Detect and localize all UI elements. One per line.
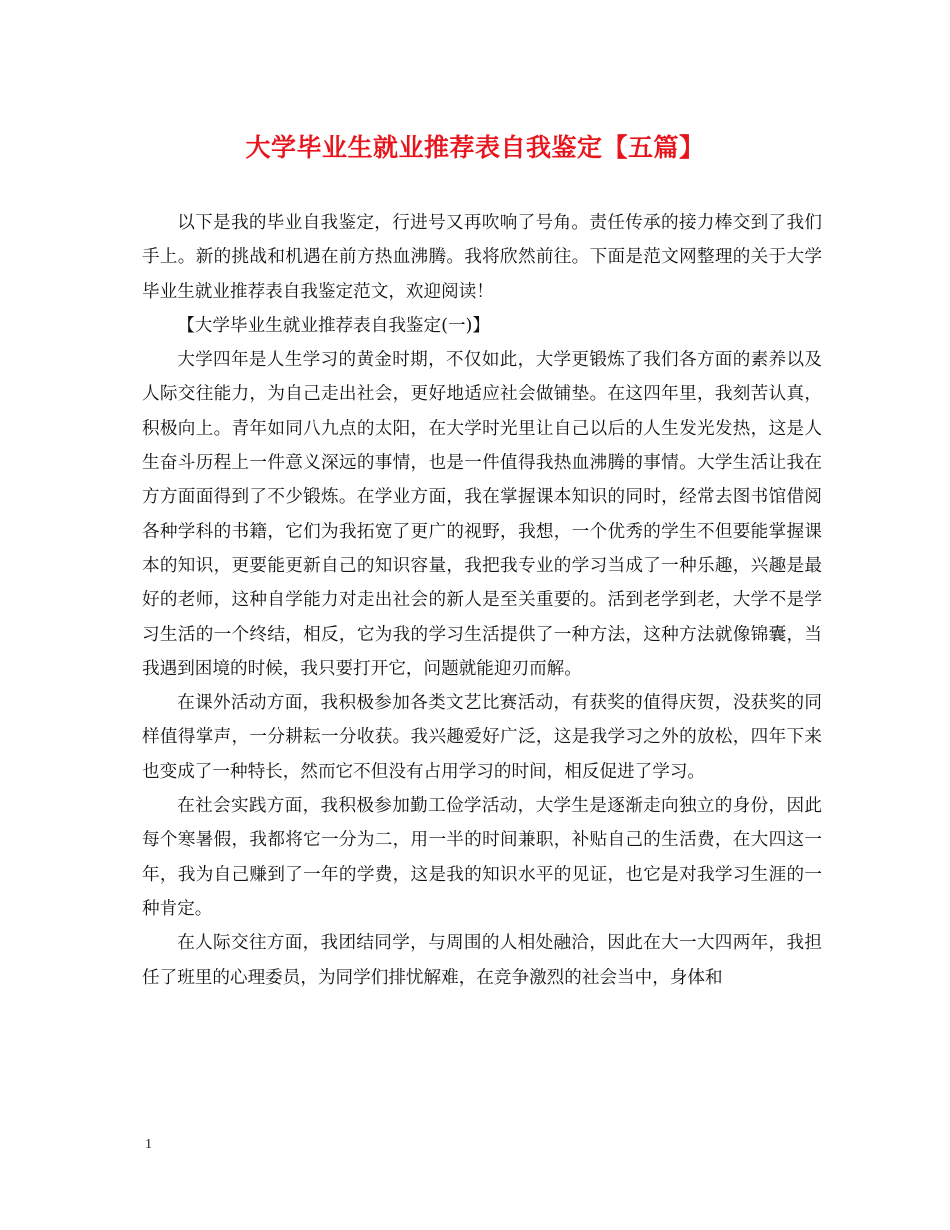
section-heading: 【大学毕业生就业推荐表自我鉴定(一)】 — [177, 315, 491, 336]
intro-paragraph: 以下是我的毕业自我鉴定，行进号又再吹响了号角。责任传承的接力棒交到了我们手上。新的挑战和机遇在前方热血沸腾。我将欣然前往。下面是范文网整理的关于大学毕业生就业推荐表自我鉴定范文，欢迎阅读！ — [142, 213, 822, 302]
document-body — [142, 206, 822, 995]
body-paragraph: 大学四年是人生学习的黄金时期，不仅如此，大学更锻炼了我们各方面的素养以及人际交往能力，为自己走出社会，更好地适应社会做铺垫。在这四年里，我刻苦认真，积极向上。青年如同八九点的太阳，在大学时光里让自己以后的人生发光发热，这是人生奋斗历程上一件意义深远的事情，也是一件值得我热血沸腾的事情。大学生活让我在方方面面得到了不少锻炼。在学业方面，我在掌握课本知识的同时，经常去图书馆借阅各种学科的书籍，它们为我拓宽了更广的视野，我想，一个优秀的学生不但要能掌握课本的知识，更要能更新自己的知识容量，我把我专业的学习当成了一种乐趣，兴趣是最好的老师，这种自学能力对走出社会的新人是至关重要的。活到老学到老，大学不是学习生活的一个终结，相反，它为我的学习生活提供了一种方法，这种方法就像锦囊，当我遇到困境的时候，我只要打开它，问题就能迎刃而解。 — [142, 350, 822, 679]
page-title: 大学毕业生就业推荐表自我鉴定【五篇】 — [245, 133, 705, 162]
body-paragraph: 在课外活动方面，我积极参加各类文艺比赛活动，有获奖的值得庆贺，没获奖的同样值得掌声，一分耕耘一分收获。我兴趣爱好广泛，这是我学习之外的放松，四年下来也变成了一种特长，然而它不但没有占用学习的时间，相反促进了学习。 — [142, 693, 822, 782]
body-paragraph: 在人际交往方面，我团结同学，与周围的人相处融洽，因此在大一大四两年，我担任了班里的心理委员，为同学们排忧解难，在竞争激烈的社会当中，身体和 — [142, 933, 822, 988]
body-paragraph: 在社会实践方面，我积极参加勤工俭学活动，大学生是逐渐走向独立的身份，因此每个寒暑假，我都将它一分为二，用一半的时间兼职，补贴自己的生活费，在大四这一年，我为自己赚到了一年的学费，这是我的知识水平的见证，也它是对我学习生涯的一种肯定。 — [142, 796, 822, 919]
page-number: 1 — [145, 1137, 152, 1152]
